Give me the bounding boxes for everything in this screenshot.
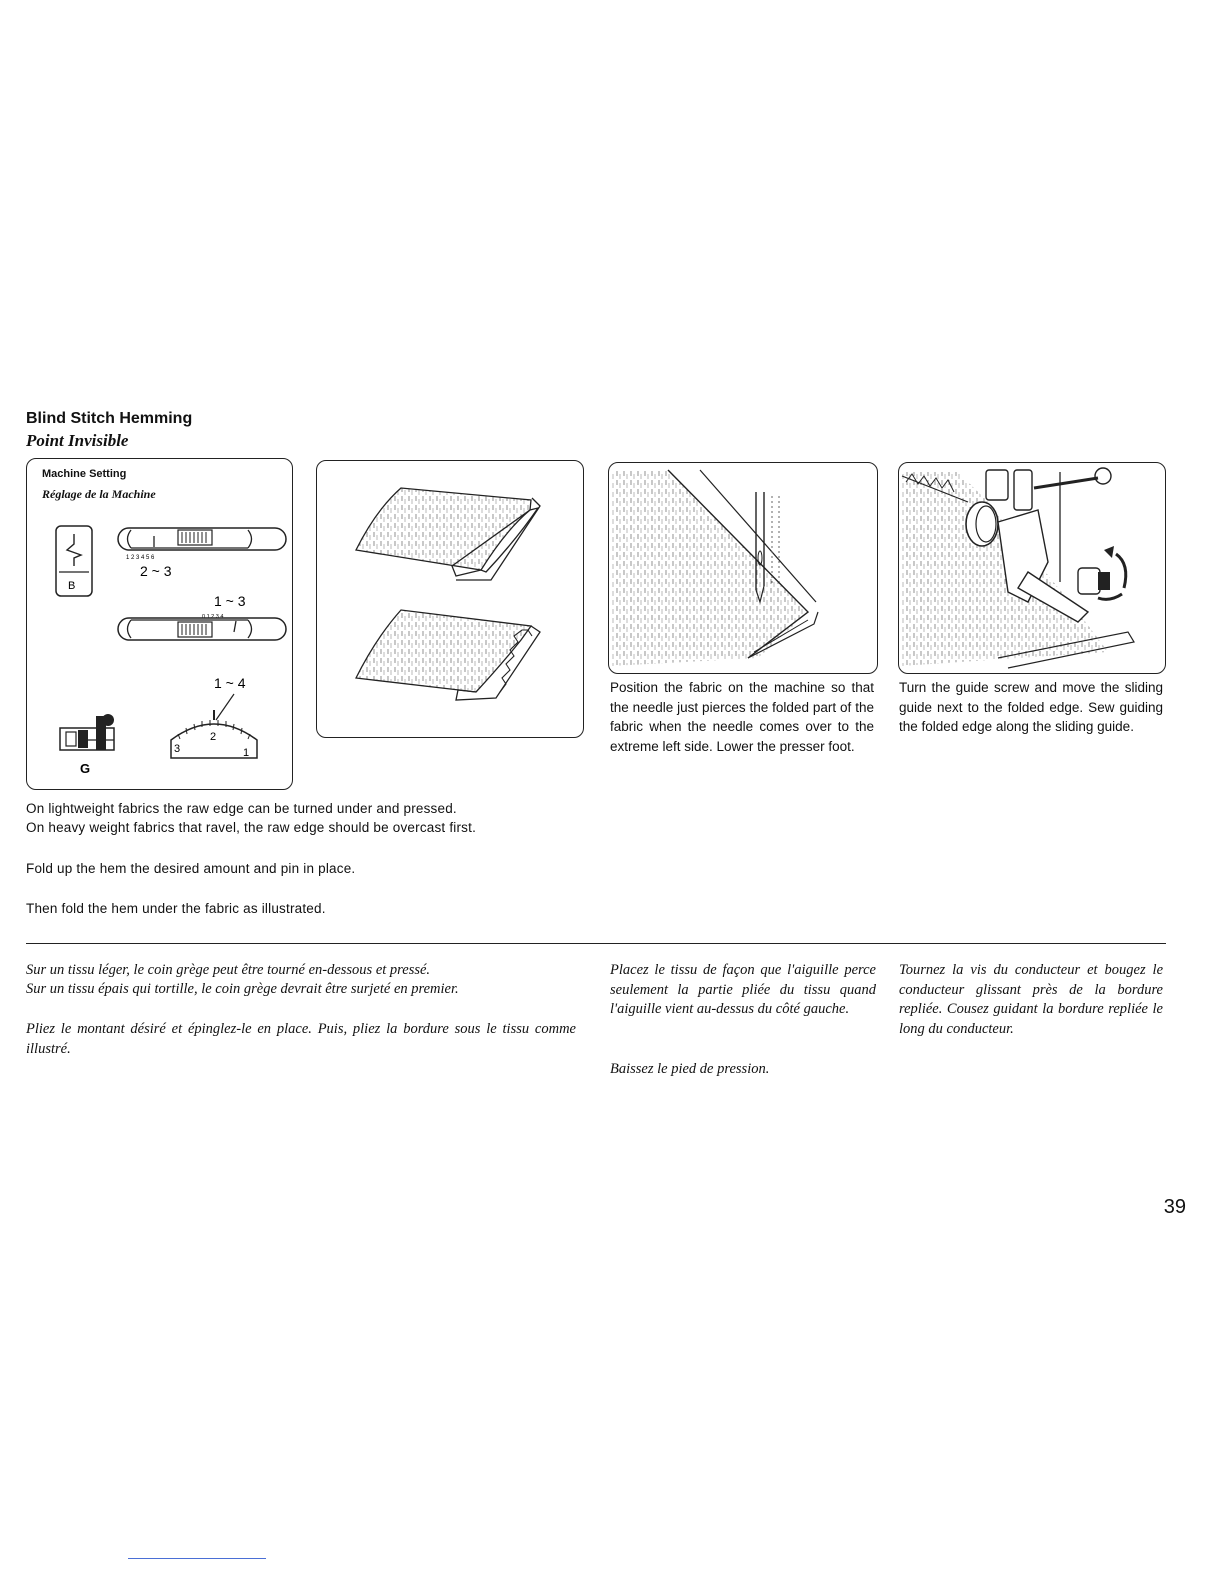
instruction-fr-para-2: Pliez le montant désiré et épinglez-le en place. Puis, pliez la bordure sous le tissu comme illustré. — [26, 1021, 576, 1057]
machine-setting-diagram — [26, 458, 294, 790]
page-number: 39 — [1163, 1196, 1186, 1218]
needle-position-illustration — [608, 462, 878, 674]
folded-hem-bottom — [356, 610, 540, 700]
foot-letter: G — [80, 761, 91, 776]
caption-turn-guide: Turn the guide screw and move the sliding guide next to the folded edge. Sew guiding the folded edge along the sliding guide. — [899, 680, 1163, 735]
pattern-selector-icon — [56, 526, 92, 596]
tension-scale-1: 1 — [243, 747, 250, 759]
instruction-fr-line-2: Sur un tissu épais qui tortille, le coin grège devrait être surjeté en premier. — [26, 981, 459, 997]
presser-foot-g-icon — [60, 714, 114, 776]
instruction-line-1: On lightweight fabrics the raw edge can be turned under and pressed. — [26, 801, 457, 816]
section-divider — [26, 943, 1166, 944]
tension-scale-3: 3 — [174, 743, 181, 755]
sliding-guide-illustration — [898, 462, 1166, 674]
section-title-fr: Point Invisible — [26, 431, 129, 450]
width-scale: 1 2 3 4 5 6 — [126, 555, 155, 561]
hem-fold-illustration — [316, 460, 584, 738]
instruction-line-2: On heavy weight fabrics that ravel, the raw edge should be overcast first. — [26, 820, 477, 835]
guide-screw-icon — [1078, 546, 1126, 599]
caption-fr-turn-guide: Tournez la vis du conducteur et bougez le conducteur glissant près de la bordure repliée. Cousez guidant la bordure repliée le long du conducteur. — [899, 962, 1163, 1037]
stitch-length-dial — [118, 593, 286, 640]
bottom-underline — [128, 1558, 266, 1559]
caption-position-fabric: Position the fabric on the machine so that the needle just pierces the folded part of the fabric when the needle comes over to the extreme left side. Lower the presser foot. — [610, 680, 874, 754]
instruction-line-3: Fold up the hem the desired amount and pin in place. — [26, 861, 356, 876]
stitch-width-dial — [118, 528, 286, 579]
tension-scale-2: 2 — [210, 731, 217, 743]
length-scale: 0 1 2 3 4 — [202, 614, 224, 620]
caption-fr-position-fabric: Placez le tissu de façon que l'aiguille perce seulement la partie pliée du tissu quand l'aiguille vient au-dessus du côté gauche. — [610, 962, 876, 1018]
machine-setting-label-fr: Réglage de la Machine — [42, 487, 156, 501]
machine-setting-label: Machine Setting — [42, 468, 127, 480]
tension-dial — [171, 675, 257, 759]
instruction-fr-line-1: Sur un tissu léger, le coin grège peut être tourné en-dessous et pressé. — [26, 962, 431, 978]
tension-setting: 1 ~ 4 — [214, 675, 246, 691]
caption-fr-lower-foot: Baissez le pied de pression. — [610, 1061, 770, 1077]
width-setting: 2 ~ 3 — [140, 563, 172, 579]
folded-hem-top — [356, 488, 540, 580]
pattern-letter: B — [68, 580, 76, 592]
section-title: Blind Stitch Hemming — [26, 410, 193, 427]
length-setting: 1 ~ 3 — [214, 593, 246, 609]
instruction-line-4: Then fold the hem under the fabric as illustrated. — [26, 901, 326, 916]
